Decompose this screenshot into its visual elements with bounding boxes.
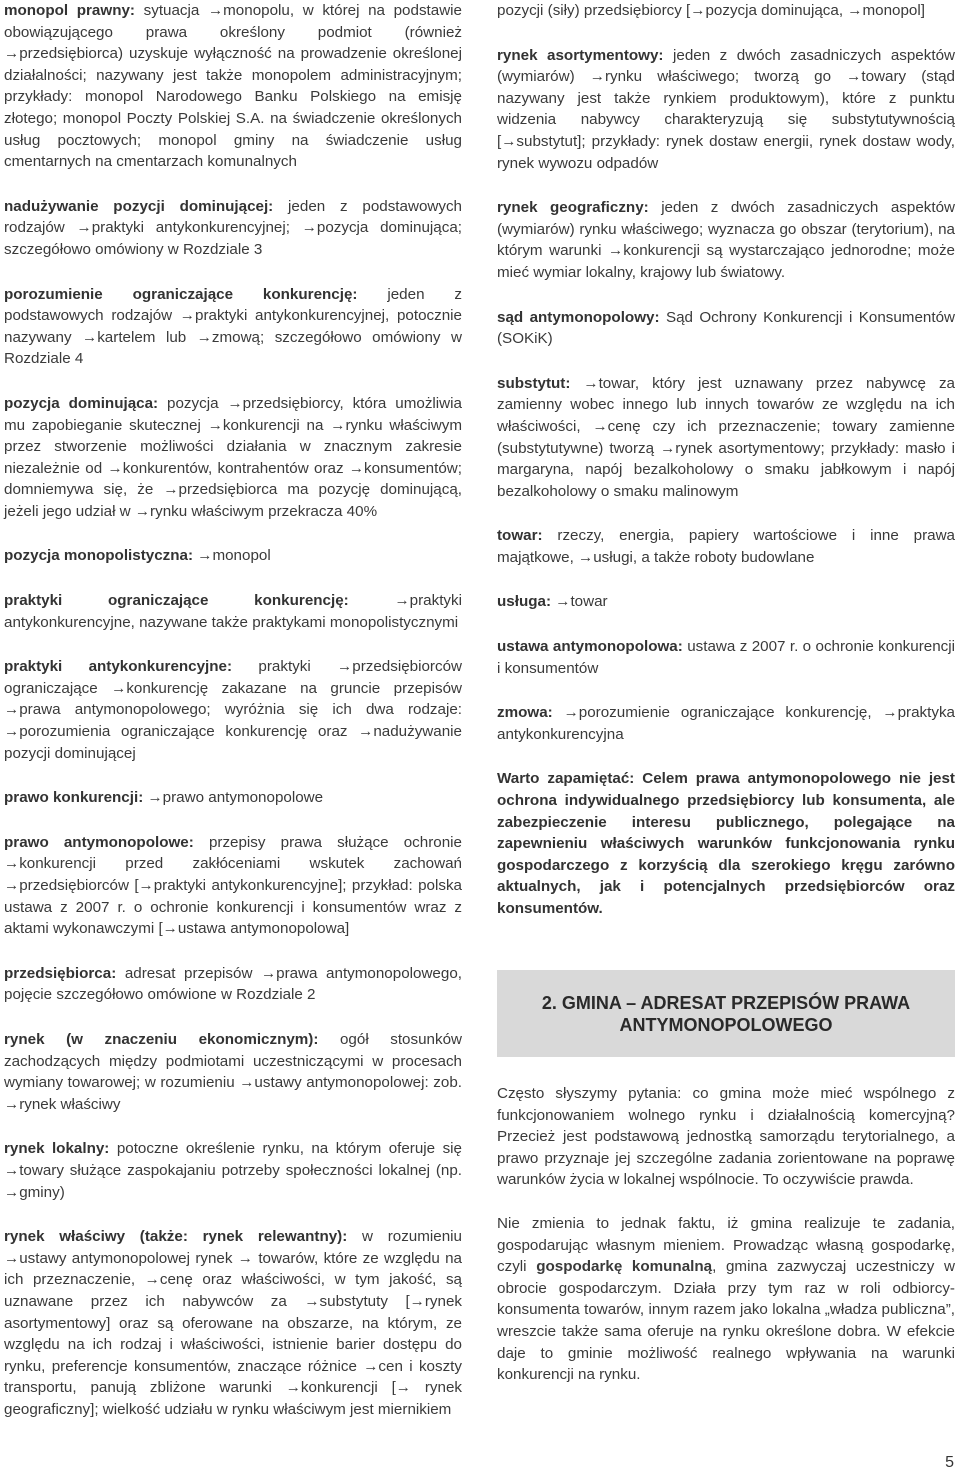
glossary-entry (4, 963, 462, 1006)
glossary-entry (4, 545, 462, 567)
glossary-entry (4, 1138, 462, 1203)
term: porozumienie ograniczające konkurencję: (4, 285, 358, 303)
definition: →praktyki antykonkurencyjne, nazywane także praktykami monopolistycznymi (4, 592, 462, 631)
term: rynek lokalny: (4, 1140, 110, 1158)
section-heading-text: 2. GMINA – ADRESAT PRZEPISÓW PRAWA ANTYMONOPOLOWEGO (541, 992, 911, 1035)
term: sąd antymonopolowy: (497, 308, 660, 326)
term: substytut: (497, 374, 571, 392)
section-heading (497, 970, 955, 1057)
glossary-entry (497, 525, 955, 568)
glossary-entry (4, 196, 462, 261)
definition: jeden z podstawowych rodzajów →praktyki antykonkurencyjnej; →pozycja dominująca; szczegółowo omówiony w Rozdziale 3 (4, 197, 462, 258)
glossary-entry (4, 832, 462, 940)
glossary-entry (497, 197, 955, 283)
glossary-entry (497, 636, 955, 679)
paragraph (497, 1213, 955, 1386)
term: praktyki ograniczające konkurencję: (4, 592, 349, 610)
term: ustawa antymonopolowa: (497, 638, 683, 656)
glossary-entry (497, 45, 955, 175)
definition: ustawa z 2007 r. o ochronie konkurencji i konsumentów (497, 638, 955, 677)
definition: →porozumienie ograniczające konkurencję, →praktyka antykonkurencyjna (497, 704, 955, 743)
term: praktyki antykonkurencyjne: (4, 658, 233, 676)
definition: jeden z dwóch zasadniczych aspektów (wymiarów) rynku właściwego; wyznacza go obszar (terytorium), na którym warunki →konkurencji są wystarczająco jednorodne; może mieć wymiar lokalny, krajowy lub światowy. (497, 199, 955, 281)
right-column (497, 0, 955, 935)
definition: →monopol (197, 547, 271, 565)
glossary-entry (4, 393, 462, 523)
term: rynek geograficzny: (497, 199, 649, 217)
definition: Sąd Ochrony Konkurencji i Konsumentów (SOKiK) (497, 308, 955, 348)
definition: pozycja →przedsiębiorcy, która umożliwia mu zapobieganie skutecznej →konkurencji na →rynku właściwym przez stworzenie możliwości działania w znacznym zakresie niezależnie od →konkurentów, kontrahentów oraz →konsumentów; domniemywa się, że →przedsiębiorca ma pozycję dominującą, jeżeli jego udział w →rynku właściwym przekracza 40% (4, 394, 462, 520)
term: rynek (w znaczeniu ekonomicznym): (4, 1030, 319, 1048)
term: usługa: (497, 593, 552, 611)
term: pozycja monopolistyczna: (4, 547, 194, 565)
glossary-entry (4, 1226, 462, 1420)
glossary-entry (4, 656, 462, 764)
definition: rzeczy, energia, papiery wartościowe i inne prawa majątkowe, →usługi, a także roboty budowlane (497, 527, 955, 566)
continued-text: pozycji (siły) przedsiębiorcy [→pozycja dominująca, →monopol] (497, 2, 925, 19)
paragraph: Często słyszymy pytania: co gmina może mieć wspólnego z funkcjonowaniem wolnego rynku i działalnością komercyjną? Przecież jest podstawową jednostką samorządu terytorialnego, a prawo przyznaje jej szczególne zadania zorientowane na poprawę warunków życia w lokalnej wspólnocie. To oczywiście prawda. (497, 1085, 955, 1189)
definition: ogół stosunków zachodzących między podmiotami uczestniczącymi w procesach wymiany towarowej; w rozumieniu →ustawy antymonopolowej: zob. →rynek właściwy (4, 1030, 462, 1113)
glossary-entry (497, 591, 955, 613)
glossary-entry (497, 307, 955, 350)
definition: jeden z dwóch zasadniczych aspektów (wymiarów) →rynku właściwego; tworzą go →towary (stąd nazywany jest także rynkiem produktowym), które z punktu widzenia nabywcy charakteryzują się substytutywnością [→substytut]; przykłady: rynek dostaw energii, rynek dostaw wody, rynek wywozu odpadów (497, 46, 955, 172)
glossary-entry (497, 373, 955, 503)
remember-callout: Warto zapamiętać: Celem prawa antymonopolowego nie jest ochrona indywidualnego przedsiębiorcy lub konsumenta, ale zabezpieczenie interesu publicznego, polegające na zapewnieniu właściwych warunków funkcjonowania rynku gospodarczego z korzyścią dla szerokiego kręgu zarówno aktualnych, jak i potencjalnych przedsiębiorców oraz konsumentów. (497, 770, 955, 917)
page-number: 5 (945, 1454, 954, 1471)
term: prawo konkurencji: (4, 789, 144, 807)
term: towar: (497, 527, 543, 545)
definition: przepisy prawa służące ochronie →konkurencji przed zakłóceniami wskutek zachowań →przedsiębiorców [→praktyki antykonkurencyjne]; przykład: polska ustawa z 2007 r. o ochronie konkurencji i konsumentów wraz z aktami wykonawczymi [→ustawa antymonopolowa] (4, 833, 462, 938)
glossary-entry (4, 1029, 462, 1115)
definition: praktyki →przedsiębiorców ograniczające →konkurencję zakazane na gruncie przepisów →prawa antymonopolowego; wyróżnia się ich dwa rodzaje: →porozumienia ograniczające konkurencję oraz →nadużywanie pozycji dominującej (4, 658, 462, 762)
definition: →prawo antymonopolowe (147, 789, 324, 807)
definition: sytuacja →monopolu, w której na podstawie obowiązującego prawa określony podmiot (również →przedsiębiorca) uzyskuje wyłączność na prowadzenie określonej działalności; nazywany jest także monopolem administracyjnym; przykłady: monopol Narodowego Banku Polskiego na emisję złotego; monopol Poczty Polskiej S.A. na świadczenie określonych usług pocztowych; monopol gminy na świadczenie usług cmentarnych na cmentarzach komunalnych (4, 2, 463, 171)
definition: potoczne określenie rynku, na którym oferuje się →towary służące zaspokajaniu potrzeby społeczności lokalnej (np. →gminy) (4, 1140, 462, 1201)
paragraph-text: , gmina zazwyczaj uczestniczy w obrocie gospodarczym. Działa przy tym raz w roli odbiorcy-konsumenta towarów, innym razem jako lokalna „władza publiczna”, wreszcie także sama oferuje na rynku określone dobra. W efekcie daje to gminie możliwość realnego wpływania na warunki konkurencji na rynku. (497, 1258, 955, 1384)
glossary-entry (4, 787, 462, 809)
definition: adresat przepisów →prawa antymonopolowego, pojęcie szczegółowo omówione w Rozdziale 2 (4, 964, 462, 1004)
left-column (4, 0, 462, 1443)
term: rynek właściwy (także: rynek relewantny): (4, 1228, 348, 1246)
glossary-entry (4, 0, 462, 173)
definition: →towar, który jest uznawany przez nabywcę za zamienny wobec innego lub innych towarów ze względu na ich właściwości, →cenę czy ich przeznaczenie; towary zamienne (substytutywne) tworzą →rynek asortymentowy; przykłady: masło i margaryna, napój bezalkoholowy o smaku jabłkowym i napój bezalkoholowy o smaku malinowym (497, 374, 955, 500)
term: rynek asortymentowy: (497, 46, 664, 64)
term: przedsiębiorca: (4, 964, 117, 982)
paragraph-text: Nie zmienia to jednak faktu, iż gmina realizuje te zadania, gospodarując własnym mieniem. Prowadząc własną gospodarkę, czyli (497, 1214, 955, 1276)
term: nadużywanie pozycji dominującej: (4, 197, 274, 215)
term: prawo antymonopolowe: (4, 833, 194, 851)
term: zmowa: (497, 704, 553, 722)
definition: jeden z podstawowych rodzajów →praktyki antykonkurencyjnej, potocznie nazywany →kartelem lub →zmową; szczegółowo omówiony w Rozdziale 4 (4, 285, 462, 368)
term: monopol prawny: (4, 2, 135, 19)
definition: →towar (555, 593, 608, 611)
term: pozycja dominująca: (4, 394, 159, 412)
glossary-entry (497, 702, 955, 745)
section-body (497, 1083, 955, 1408)
glossary-entry (4, 284, 462, 370)
definition: w rozumieniu →ustawy antymonopolowej rynek → towarów, które ze względu na ich przeznaczenie, →cenę oraz właściwości, w tym jakość, są uznawane przez ich nabywców za →substytuty [→rynek asortymentowy] oraz są oferowane na obszarze, na którym, ze względu na ich rodzaj i właściwości, istnienie barier dostępu do rynku, preferencje konsumentów, znaczące różnice →cen i koszty transportu, panują zbliżone warunki →konkurencji [→ rynek geograficzny]; wielkość udziału w rynku właściwym jest miernikiem (4, 1228, 462, 1418)
emphasis: gospodarkę komunalną (536, 1258, 713, 1276)
glossary-entry (4, 590, 462, 633)
